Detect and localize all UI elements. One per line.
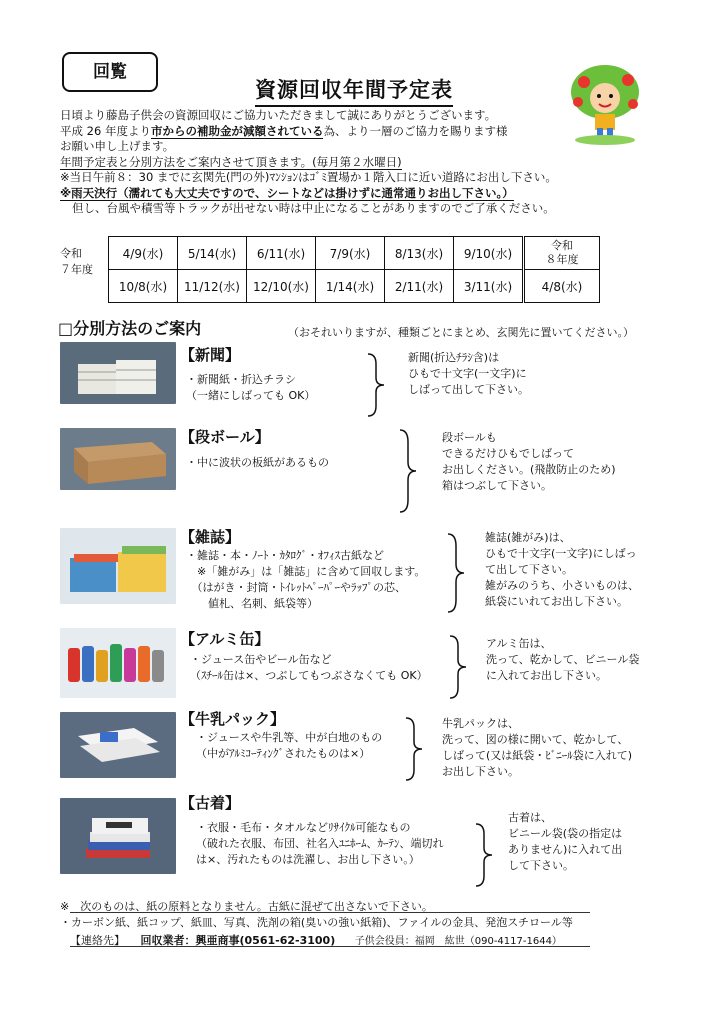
schedule-cell: 11/12(水) bbox=[178, 270, 247, 303]
instr-line: 雑誌(雑がみ)は、 bbox=[485, 531, 571, 544]
category-desc-milk-carton bbox=[196, 730, 382, 762]
schedule-cell: 3/11(水) bbox=[454, 270, 524, 303]
desc-line: ・雑誌・本・ﾉｰﾄ・ｶﾀﾛｸﾞ・ｵﾌｨｽ古紙など bbox=[186, 549, 384, 562]
intro-line-2a: 平成 26 年度より bbox=[60, 123, 151, 138]
desc-line: 値札、名刺、紙袋等） bbox=[186, 597, 318, 610]
intro-line-2 bbox=[60, 124, 620, 140]
schedule-cell: 7/9(水) bbox=[316, 237, 385, 270]
category-label-old-clothes: 【古着】 bbox=[180, 794, 241, 812]
desc-line: （一緒にしばっても OK） bbox=[186, 389, 316, 402]
kairan-label: 回覧 bbox=[62, 52, 158, 92]
intro-line-1: 日頃より藤島子供会の資源回収にご協力いただきまして誠にありがとうございます。 bbox=[60, 108, 497, 122]
instr-line: 紙袋にいれてお出し下さい。 bbox=[485, 595, 628, 608]
category-desc-cardboard bbox=[186, 455, 329, 471]
brace-icon bbox=[398, 428, 420, 514]
category-label-cardboard: 【段ボール】 bbox=[180, 428, 270, 446]
category-instr-old-clothes bbox=[508, 810, 622, 874]
instr-line: しばって出して下さい。 bbox=[408, 383, 529, 396]
instr-line: 箱はつぶして下さい。 bbox=[442, 479, 552, 492]
schedule-year-label bbox=[60, 246, 93, 278]
category-desc-aluminum-can bbox=[190, 652, 428, 684]
brace-icon bbox=[474, 822, 496, 888]
desc-line: ・ジュースや牛乳等、中が白地のもの bbox=[196, 731, 383, 744]
instr-line: 洗って、乾かして、ビニール袋 bbox=[486, 653, 640, 666]
instr-line: しばって(又は紙袋・ﾋﾞﾆｰﾙ袋に入れて) bbox=[442, 749, 633, 762]
desc-line: ・衣服・毛布・タオルなどﾘｻｲｸﾙ可能なもの bbox=[196, 821, 411, 834]
intro-line-5: ※当日午前８：30 までに玄関先(門の外)ﾏﾝｼｮﾝはｺﾞﾐ置場か１階入口に近い道路にお出し下さい。 bbox=[60, 170, 557, 184]
category-desc-newspaper bbox=[186, 372, 315, 404]
schedule-table bbox=[108, 236, 600, 303]
intro-line-7: 但し、台風や積雪等トラックが出せない時は中止になることがありますのでご了承ください。 bbox=[72, 201, 555, 215]
category-label-milk-carton: 【牛乳パック】 bbox=[180, 710, 286, 728]
instr-line: 段ボールも bbox=[442, 431, 497, 444]
schedule-year-line2: ７年度 bbox=[60, 263, 93, 276]
desc-line: ・中に波状の板紙があるもの bbox=[186, 456, 329, 469]
next-year-label bbox=[524, 237, 600, 270]
schedule-row-2 bbox=[109, 270, 600, 303]
desc-line: （破れた衣服、布団、社名入ﾕﾆﾎｰﾑ、ｶｰﾃﾝ、端切れ bbox=[196, 837, 444, 850]
schedule-cell: 12/10(水) bbox=[247, 270, 316, 303]
category-desc-magazine bbox=[186, 548, 425, 612]
footer-rule-2 bbox=[70, 946, 590, 947]
section-heading: □分別方法のご案内 bbox=[58, 319, 202, 338]
desc-line: は×、汚れたものは洗濯し、お出し下さい。） bbox=[196, 853, 420, 866]
instr-line: ありません)に入れて出 bbox=[508, 843, 623, 856]
intro-line-3: お願い申し上げます。 bbox=[60, 139, 175, 153]
desc-line: ・ジュース缶やビール缶など bbox=[190, 653, 332, 666]
next-year-line1: 令和 bbox=[551, 239, 573, 252]
officer-info: 子供会役員：福岡 紘世（090-4117-1644） bbox=[354, 936, 562, 947]
page-title: 資源回収年間予定表 bbox=[255, 74, 453, 107]
category-instr-magazine bbox=[485, 530, 639, 610]
collector-info: 回収業者：興亜商事(0561-62-3100) bbox=[140, 934, 336, 947]
instr-line: 雑がみのうち、小さいものは、 bbox=[485, 579, 639, 592]
footer-note-2: ・カーボン紙、紙コップ、紙皿、写真、洗剤の箱(臭いの強い紙箱)、ファイルの金具、発泡スチロール等 bbox=[60, 916, 573, 929]
intro-line-4: 年間予定表と分別方法をご案内させて頂きます。(毎月第２水曜日) bbox=[60, 154, 402, 169]
instr-line: ひもで十文字(一文字)に bbox=[408, 367, 527, 380]
category-label-newspaper: 【新聞】 bbox=[180, 346, 241, 364]
category-instr-milk-carton bbox=[442, 716, 632, 780]
category-label-aluminum-can: 【アルミ缶】 bbox=[180, 630, 270, 648]
brace-icon bbox=[366, 352, 388, 418]
next-year-line2: ８年度 bbox=[545, 253, 579, 266]
schedule-cell: 2/11(水) bbox=[385, 270, 454, 303]
schedule-cell: 5/14(水) bbox=[178, 237, 247, 270]
cardboard-photo bbox=[60, 428, 176, 490]
brace-icon bbox=[446, 532, 468, 614]
schedule-row-1 bbox=[109, 237, 600, 270]
newspaper-photo bbox=[60, 342, 176, 404]
instr-line: 洗って、図の様に開いて、乾かして、 bbox=[442, 733, 629, 746]
instr-line: お出し下さい。 bbox=[442, 765, 519, 778]
intro-line-6-wrap bbox=[60, 186, 620, 202]
desc-line: （中がｱﾙﾐｺｰﾃｨﾝｸﾞされたものは×） bbox=[196, 747, 371, 760]
schedule-cell: 10/8(水) bbox=[109, 270, 178, 303]
contact-label: 【連絡先】 bbox=[70, 934, 125, 947]
intro-text bbox=[60, 108, 620, 217]
category-desc-old-clothes bbox=[196, 820, 444, 868]
instr-line: お出しください。(飛散防止のため) bbox=[442, 463, 616, 476]
intro-line-2c: 為、より一層のご協力を賜ります様 bbox=[323, 123, 508, 138]
instr-line: て出して下さい。 bbox=[485, 563, 573, 576]
desc-line: （はがき・封筒・ﾄｲﾚｯﾄﾍﾟｰﾊﾟｰやﾗｯﾌﾟの芯、 bbox=[186, 581, 406, 594]
category-label-magazine: 【雑誌】 bbox=[180, 528, 241, 546]
instr-line: 古着は、 bbox=[508, 811, 552, 824]
subsidy-notice: 市からの補助金が減額されている bbox=[150, 123, 324, 138]
old-clothes-photo bbox=[60, 798, 176, 874]
instr-line: ビニール袋(袋の指定は bbox=[508, 827, 623, 840]
schedule-year-line1: 令和 bbox=[60, 247, 82, 260]
schedule-cell: 4/9(水) bbox=[109, 237, 178, 270]
instr-line: して下さい。 bbox=[508, 859, 574, 872]
instr-line: 牛乳パックは、 bbox=[442, 717, 519, 730]
next-year-date: 4/8(水) bbox=[524, 270, 600, 303]
category-instr-newspaper bbox=[408, 350, 529, 398]
instr-line: アルミ缶は、 bbox=[486, 637, 552, 650]
milk-carton-photo bbox=[60, 712, 176, 778]
desc-line: ※「雑がみ」は「雑誌」に含めて回収します。 bbox=[186, 565, 426, 578]
brace-icon bbox=[404, 716, 426, 782]
desc-line: （ｽﾁｰﾙ缶は×、つぶしてもつぶさなくても OK） bbox=[190, 669, 428, 682]
footer-note-1: ※ 次のものは、紙の原料となりません。古紙に混ぜて出さないで下さい。 bbox=[60, 900, 433, 913]
instr-line: 新聞(折込ﾁﾗｼ含)は bbox=[408, 351, 500, 364]
schedule-cell: 9/10(水) bbox=[454, 237, 524, 270]
category-instr-cardboard bbox=[442, 430, 616, 494]
instr-line: に入れてお出し下さい。 bbox=[486, 669, 607, 682]
footer-rule-1 bbox=[70, 912, 590, 913]
section-note: （おそれいりますが、種類ごとにまとめ、玄関先に置いてください。） bbox=[288, 326, 635, 339]
desc-line: ・新聞紙・折込チラシ bbox=[186, 373, 296, 386]
aluminum-can-photo bbox=[60, 628, 176, 698]
category-instr-aluminum-can bbox=[486, 636, 639, 684]
brace-icon bbox=[448, 634, 470, 700]
instr-line: ひもで十文字(一文字)にしばっ bbox=[485, 547, 637, 560]
instr-line: できるだけひもでしばって bbox=[442, 447, 574, 460]
intro-line-4-wrap bbox=[60, 155, 620, 171]
schedule-cell: 8/13(水) bbox=[385, 237, 454, 270]
schedule-cell: 1/14(水) bbox=[316, 270, 385, 303]
magazine-photo bbox=[60, 528, 176, 604]
schedule-cell: 6/11(水) bbox=[247, 237, 316, 270]
rain-notice: ※雨天決行（濡れても大丈夫ですので、シートなどは掛けずに通常通りお出し下さい。） bbox=[60, 185, 514, 200]
